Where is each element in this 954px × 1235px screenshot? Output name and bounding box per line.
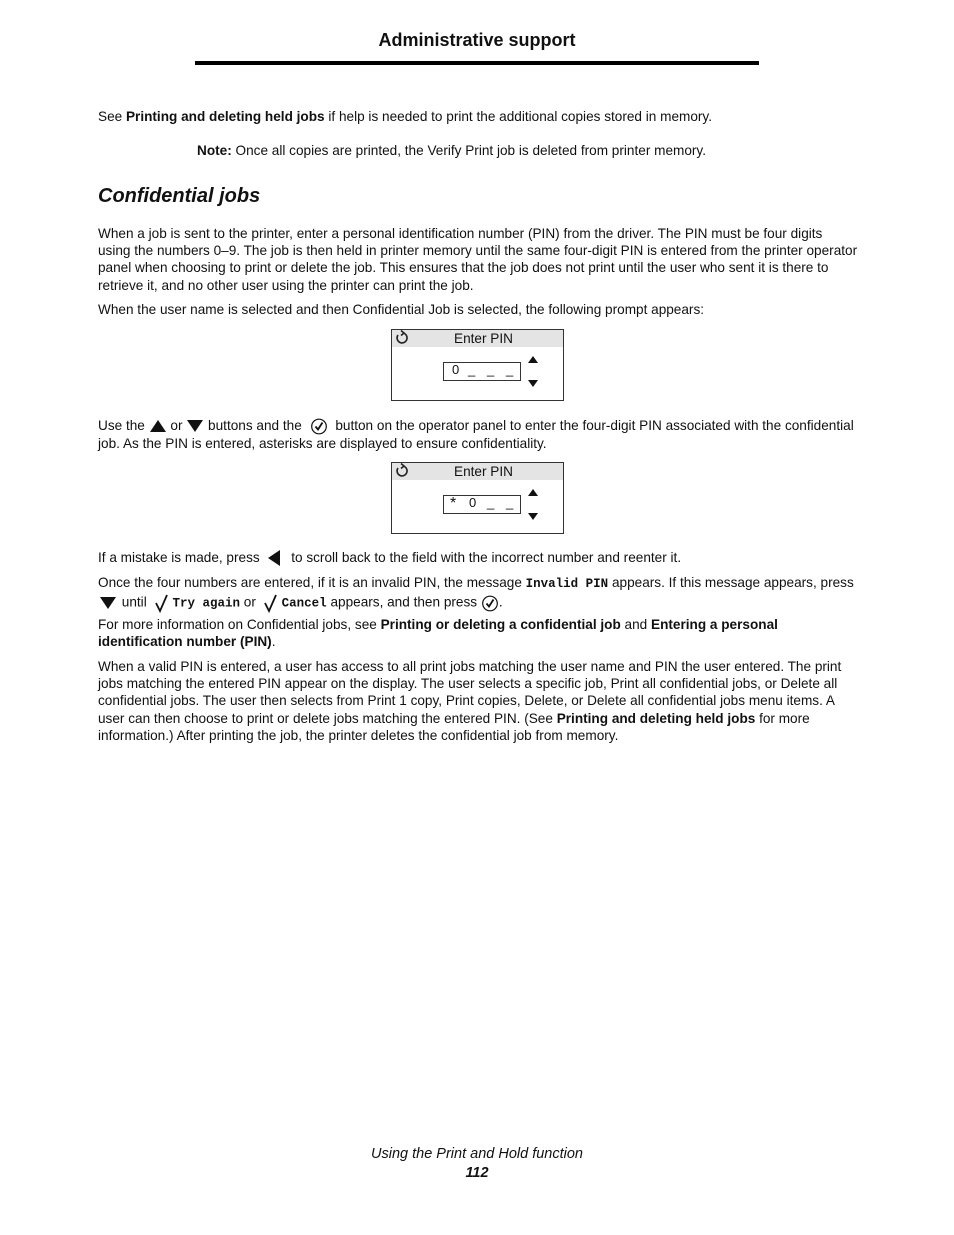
down-arrow-icon [527, 378, 539, 388]
message-cancel: Cancel [281, 597, 327, 611]
link-confidential-job[interactable]: Printing or deleting a confidential job [380, 617, 621, 632]
paragraph-valid-pin [98, 658, 858, 744]
text: to scroll back to the field with the incorrect number and reenter it. [287, 550, 682, 565]
down-button-icon [186, 419, 204, 433]
text: . [271, 634, 276, 650]
text: appears. If this message appears, press [608, 575, 854, 590]
page-number: 112 [465, 1165, 489, 1181]
checkmark-icon [260, 593, 282, 613]
select-button-icon [481, 595, 499, 612]
text: Once the four numbers are entered, if it is an invalid PIN, the message [98, 575, 526, 590]
text: If a mistake is made, press [98, 550, 264, 565]
pin-char: 0 [452, 362, 460, 377]
link-held-jobs[interactable]: Printing and deleting held jobs [556, 710, 756, 726]
up-arrow-icon [527, 355, 539, 365]
header-rule [195, 61, 759, 65]
select-button-icon [310, 418, 328, 435]
text: or [166, 418, 187, 433]
footer-title: Using the Print and Hold function [371, 1146, 583, 1162]
back-icon [394, 330, 410, 346]
note-label: Note: [197, 143, 232, 158]
text: until [118, 595, 151, 610]
intro-paragraph [98, 108, 858, 125]
intro-text-2: if help is needed to print the additional copies stored in memory. [324, 109, 712, 124]
text: button on the operator panel to enter the four-digit PIN associated with the confidential job. As the PIN is entered, asterisks are displayed to ensure confidentiality. [98, 418, 854, 451]
text: For more information on Confidential jobs, see [98, 617, 381, 632]
up-arrow-icon [527, 488, 539, 498]
down-button-icon [98, 596, 118, 610]
back-button-icon [265, 549, 285, 567]
checkmark-icon [151, 593, 173, 613]
pin-char: * [450, 495, 457, 512]
back-icon [394, 463, 410, 479]
display-title: Enter PIN [454, 464, 513, 479]
text: Use the [98, 418, 149, 433]
pin-field [443, 495, 521, 514]
intro-text: See [98, 109, 126, 124]
paragraph-buttons [98, 417, 858, 452]
pin-char: _ [487, 495, 495, 510]
message-invalid-pin: Invalid PIN [525, 577, 609, 591]
text: appears, and then press [326, 595, 481, 610]
text: for more information.) After printing the job, the printer deletes the confidential job from memory. [98, 710, 810, 743]
paragraph-mistake [98, 549, 858, 567]
text: . [498, 595, 503, 610]
down-arrow-icon [527, 511, 539, 521]
paragraph-pin-intro: When a job is sent to the printer, enter a personal identification number (PIN) from the driver. The PIN must be four digits using the numbers 0–9. The job is then held in printer memory until the same four-digit PIN is entered from the printer operator panel when choosing to print or delete the job. This ensures that the job does not print until the user who sent it is there to retrieve it, and no other user using the printer can print the job. [98, 226, 858, 293]
text: buttons and the [204, 418, 306, 433]
note [197, 142, 817, 159]
pin-field [443, 362, 521, 381]
intro-link[interactable]: Printing and deleting held jobs [125, 109, 325, 124]
paragraph-invalid-pin [98, 574, 858, 613]
link-entering-pin[interactable]: Entering a personal identification number (PIN) [98, 617, 778, 650]
text: When a valid PIN is entered, a user has access to all print jobs matching the user name and PIN the user entered. The print jobs matching the entered PIN appear on the display. The user selects a specific job, Print all confidential jobs, or Delete all confidential jobs. The user then selects from Print 1 copy, Print copies, Delete, or Delete all confidential jobs menu items. A user can then choose to print or delete jobs matching the entered PIN. (See [98, 659, 842, 726]
note-text: Once all copies are printed, the Verify Print job is deleted from printer memory. [231, 143, 706, 158]
up-button-icon [149, 419, 167, 433]
page-header: Administrative support [378, 30, 576, 50]
operator-display-1 [391, 329, 564, 401]
pin-char: _ [468, 362, 476, 377]
text: and [620, 617, 651, 632]
operator-display-2 [391, 462, 564, 534]
text: or [240, 595, 260, 610]
pin-char: _ [506, 362, 514, 377]
pin-char: 0 [469, 495, 477, 510]
display-title: Enter PIN [454, 331, 513, 346]
message-try-again: Try again [172, 597, 241, 611]
paragraph-prompt: When the user name is selected and then Confidential Job is selected, the following prompt appears: [98, 302, 705, 317]
paragraph-more-info [98, 616, 858, 650]
section-title: Confidential jobs [98, 185, 261, 207]
pin-char: _ [487, 362, 495, 377]
pin-char: _ [506, 495, 514, 510]
